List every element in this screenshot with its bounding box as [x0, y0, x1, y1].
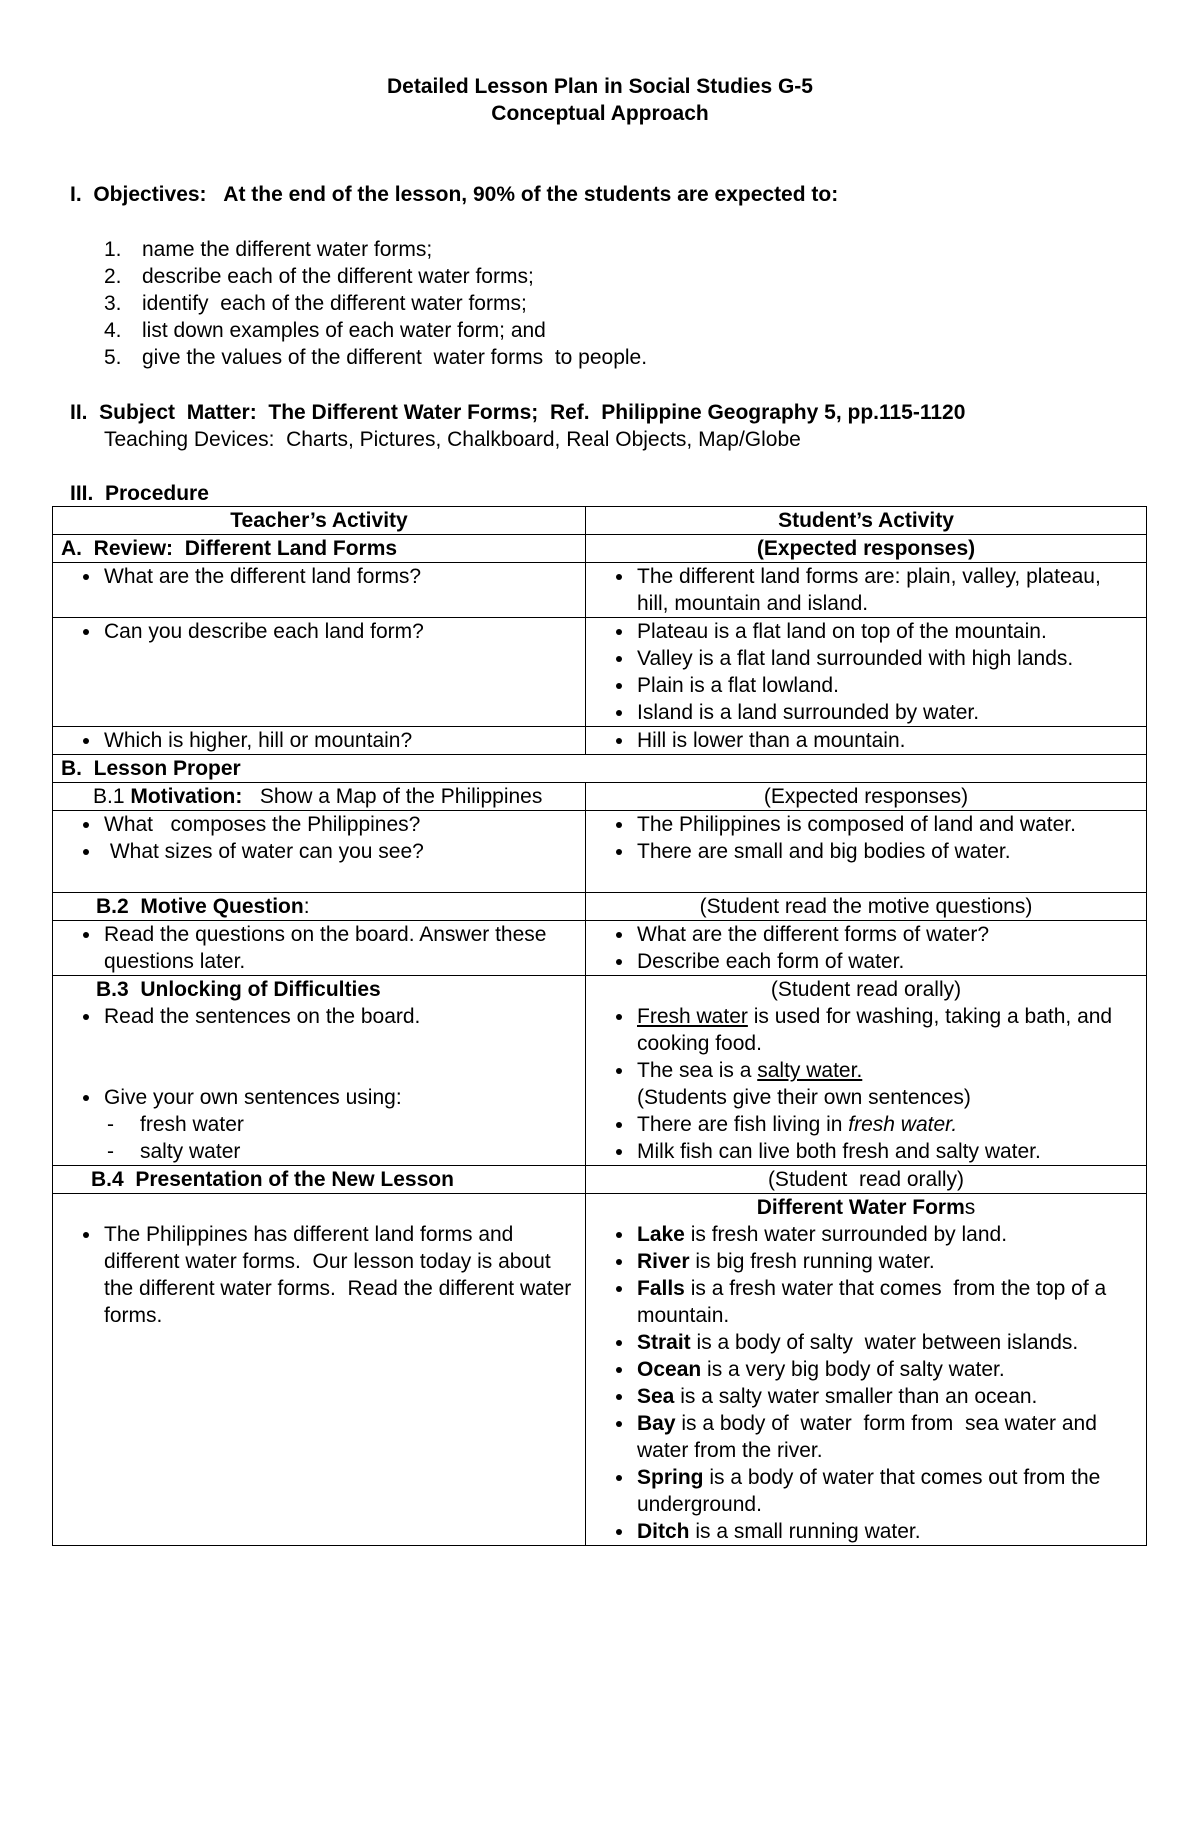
table-row	[53, 618, 1147, 727]
student-cell	[586, 976, 1147, 1166]
teacher-question: Can you describe each land form?	[61, 618, 577, 645]
water-forms-heading-rest: s	[964, 1196, 976, 1219]
student-answer: Hill is lower than a mountain.	[594, 727, 1138, 754]
underlined-term: salty water.	[757, 1059, 863, 1082]
teacher-cell	[53, 727, 586, 755]
objective-text: give the values of the different water forms to people.	[142, 346, 648, 369]
subject-matter-heading: II. Subject Matter: The Different Water Forms; Ref. Philippine Geography 5, pp.115-1120	[70, 401, 966, 424]
student-answer: The different land forms are: plain, valley, plateau, hill, mountain and island.	[594, 563, 1138, 617]
water-form-item	[594, 1221, 1138, 1248]
water-form-desc: is a small running water.	[689, 1520, 921, 1543]
objective-text: list down examples of each water form; and	[142, 319, 546, 342]
student-note: (Students give their own sentences)	[637, 1086, 971, 1109]
table-row	[53, 921, 1147, 976]
objective-item	[104, 263, 647, 290]
document-subtitle: Conceptual Approach	[491, 102, 709, 125]
water-form-term: Strait	[637, 1331, 691, 1354]
teacher-instruction: Read the sentences on the board.	[61, 1003, 577, 1030]
teacher-question: What composes the Philippines?	[61, 811, 577, 838]
table-row	[53, 1166, 1147, 1194]
teacher-cell	[53, 976, 586, 1166]
italic-term: fresh water.	[848, 1113, 958, 1136]
student-sentence	[594, 1111, 1138, 1138]
vocabulary-word: - fresh water	[61, 1111, 577, 1138]
review-expected: (Expected responses)	[586, 535, 1147, 563]
teacher-cell	[53, 563, 586, 618]
water-forms-heading	[594, 1194, 1138, 1221]
review-label: A. Review: Different Land Forms	[53, 535, 586, 563]
student-cell	[586, 1194, 1147, 1546]
table-row	[53, 893, 1147, 921]
sentence-text: There are fish living in	[637, 1113, 849, 1136]
underlined-term: Fresh water	[637, 1005, 748, 1028]
student-answer: Plain is a flat lowland.	[594, 672, 1138, 699]
objective-number: 2.	[104, 265, 122, 288]
student-cell	[586, 921, 1147, 976]
student-answer: There are small and big bodies of water.	[594, 838, 1138, 865]
objective-item	[104, 236, 647, 263]
water-form-item	[594, 1383, 1138, 1410]
unlocking-difficulties-label: B.3 Unlocking of Difficulties	[96, 978, 381, 1001]
table-row	[53, 976, 1147, 1166]
motivation-cell	[53, 783, 586, 811]
water-form-term: Sea	[637, 1385, 675, 1408]
table-row	[53, 811, 1147, 893]
water-form-term: Lake	[637, 1223, 685, 1246]
unlocking-student: (Student read orally)	[770, 978, 962, 1001]
lesson-proper-label: B. Lesson Proper	[53, 755, 1147, 783]
teacher-question: What are the different land forms?	[61, 563, 577, 590]
student-cell	[586, 563, 1147, 618]
student-cell	[586, 811, 1147, 893]
water-form-item	[594, 1329, 1138, 1356]
teacher-instruction: Give your own sentences using:	[61, 1084, 577, 1111]
objective-number: 3.	[104, 292, 122, 315]
water-form-desc: is a fresh water that comes from the top of a mountain.	[637, 1277, 1113, 1327]
vocabulary-word: - salty water	[61, 1138, 577, 1165]
objective-item	[104, 317, 647, 344]
presentation-label: B.4 Presentation of the New Lesson	[53, 1166, 586, 1194]
teaching-devices: Teaching Devices: Charts, Pictures, Chalkboard, Real Objects, Map/Globe	[104, 428, 801, 451]
objective-text: describe each of the different water forms;	[142, 265, 534, 288]
teacher-activity-header: Teacher’s Activity	[53, 507, 586, 535]
objective-number: 1.	[104, 238, 122, 261]
student-cell	[586, 618, 1147, 727]
teacher-question: Which is higher, hill or mountain?	[61, 727, 577, 754]
water-form-item	[594, 1356, 1138, 1383]
water-forms-list	[594, 1221, 1138, 1545]
water-form-desc: is big fresh running water.	[689, 1250, 935, 1273]
water-form-term: Ocean	[637, 1358, 702, 1381]
water-form-desc: is a body of water form from sea water and water from the river.	[637, 1412, 1103, 1462]
sentence-text: The sea is a	[637, 1059, 758, 1082]
water-form-desc: is a salty water smaller than an ocean.	[674, 1385, 1038, 1408]
presentation-student: (Student read orally)	[586, 1166, 1147, 1194]
procedure-table	[52, 506, 1147, 1546]
student-sentence: Milk fish can live both fresh and salty water.	[594, 1138, 1138, 1165]
student-answer: The Philippines is composed of land and water.	[594, 811, 1138, 838]
teacher-instruction: Read the questions on the board. Answer these questions later.	[61, 921, 577, 975]
teacher-cell	[53, 921, 586, 976]
motive-question-student: (Student read the motive questions)	[586, 893, 1147, 921]
water-form-item	[594, 1248, 1138, 1275]
motive-question-cell	[53, 893, 586, 921]
student-sentence	[594, 1057, 1138, 1111]
teacher-instruction: The Philippines has different land forms and different water forms. Our lesson today is about the different water forms. Read the different water forms.	[61, 1221, 577, 1329]
table-row	[53, 727, 1147, 755]
teacher-cell	[53, 811, 586, 893]
student-answer: Valley is a flat land surrounded with high lands.	[594, 645, 1138, 672]
water-form-term: Bay	[637, 1412, 676, 1435]
table-row	[53, 783, 1147, 811]
motivation-text: Show a Map of the Philippines	[242, 785, 543, 808]
student-answer: What are the different forms of water?	[594, 921, 1138, 948]
objective-number: 4.	[104, 319, 122, 342]
water-form-item	[594, 1464, 1138, 1518]
water-form-term: Spring	[637, 1466, 704, 1489]
objective-text: name the different water forms;	[142, 238, 433, 261]
motive-question-colon: :	[303, 895, 310, 918]
water-form-item	[594, 1275, 1138, 1329]
student-answer: Plateau is a flat land on top of the mountain.	[594, 618, 1138, 645]
motivation-prefix: B.1	[93, 785, 131, 808]
water-form-item	[594, 1518, 1138, 1545]
objectives-list	[104, 236, 647, 371]
motive-question-label: B.2 Motive Question	[96, 895, 304, 918]
procedure-heading: III. Procedure	[70, 482, 209, 505]
water-form-term: Falls	[637, 1277, 685, 1300]
objective-item	[104, 344, 647, 371]
student-activity-header: Student’s Activity	[586, 507, 1147, 535]
teacher-question: What sizes of water can you see?	[61, 838, 577, 865]
table-row	[53, 1194, 1147, 1546]
student-answer: Describe each form of water.	[594, 948, 1138, 975]
teacher-cell	[53, 1194, 586, 1546]
objective-number: 5.	[104, 346, 122, 369]
objectives-heading: I. Objectives: At the end of the lesson, 90% of the students are expected to:	[70, 183, 839, 206]
water-form-desc: is fresh water surrounded by land.	[684, 1223, 1008, 1246]
table-row	[53, 535, 1147, 563]
water-forms-heading-bold: Different Water Form	[756, 1196, 965, 1219]
water-form-item	[594, 1410, 1138, 1464]
motivation-label: Motivation:	[130, 785, 243, 808]
motivation-expected: (Expected responses)	[586, 783, 1147, 811]
water-form-desc: is a body of water that comes out from the underground.	[637, 1466, 1101, 1516]
objective-text: identify each of the different water forms;	[142, 292, 527, 315]
water-form-term: Ditch	[637, 1520, 690, 1543]
table-row	[53, 755, 1147, 783]
teacher-cell	[53, 618, 586, 727]
student-cell	[586, 727, 1147, 755]
water-form-desc: is a very big body of salty water.	[701, 1358, 1005, 1381]
table-header-row	[53, 507, 1147, 535]
water-form-term: River	[637, 1250, 690, 1273]
student-answer: Island is a land surrounded by water.	[594, 699, 1138, 726]
water-form-desc: is a body of salty water between islands.	[690, 1331, 1079, 1354]
sentence-text: is used for washing, taking a bath, and cooking food.	[637, 1005, 1113, 1055]
student-sentence	[594, 1003, 1138, 1057]
document-title: Detailed Lesson Plan in Social Studies G-5	[387, 75, 813, 98]
table-row	[53, 563, 1147, 618]
objective-item	[104, 290, 647, 317]
